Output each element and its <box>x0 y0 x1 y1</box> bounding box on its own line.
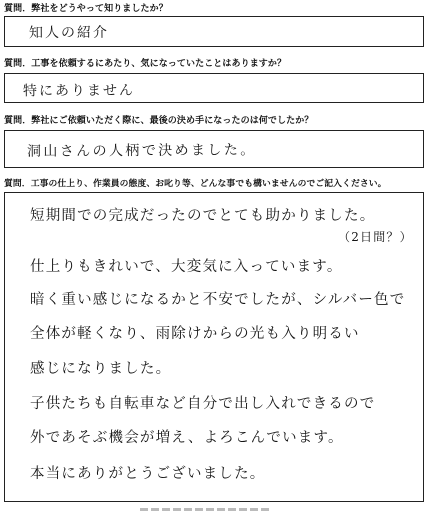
comment-line-2: 仕上りもきれいで、大変気に入っています。 <box>30 259 343 275</box>
answer-3-box <box>4 130 424 168</box>
answer-1-box <box>4 16 424 47</box>
comment-line-3: 暗く重い感じになるかと不安でしたが、シルバー色で <box>30 292 406 308</box>
comment-line-6: 子供たちも自転車など自分で出し入れできるので <box>30 396 376 412</box>
answer-3-text: 洞山さんの人柄で決めました。 <box>26 142 257 160</box>
answer-2-box <box>4 73 424 103</box>
footer-stamp-fragment <box>140 508 290 520</box>
question-2-label: 質問．工事を依頼するにあたり、気になっていたことはありますか？ <box>4 59 287 69</box>
comment-line-note: （2日間？） <box>338 230 413 244</box>
question-3-label: 質問．弊社にご依頼いただく際に、最後の決め手になったのは何でしたか？ <box>4 116 314 126</box>
comment-line-7: 外であそぶ機会が増え、よろこんでいます。 <box>30 430 344 446</box>
comment-line-5: 感じになりました。 <box>30 361 172 377</box>
question-4-label: 質問．工事の仕上り、作業員の態度、お叱り等、どんな事でも構いませんのでご記入ください。 <box>4 179 387 189</box>
comment-line-4: 全体が軽くなり、雨除けからの光も入り明るい <box>30 326 360 342</box>
comment-line-8: 本当にありがとうございました。 <box>30 466 266 482</box>
answer-2-text: 特にありません <box>22 82 136 100</box>
comment-line-1: 短期間での完成だったのでとても助かりました。 <box>30 208 376 224</box>
question-1-label: 質問．弊社をどうやって知りましたか？ <box>4 4 168 14</box>
answer-1-text: 知人の紹介 <box>28 24 110 42</box>
